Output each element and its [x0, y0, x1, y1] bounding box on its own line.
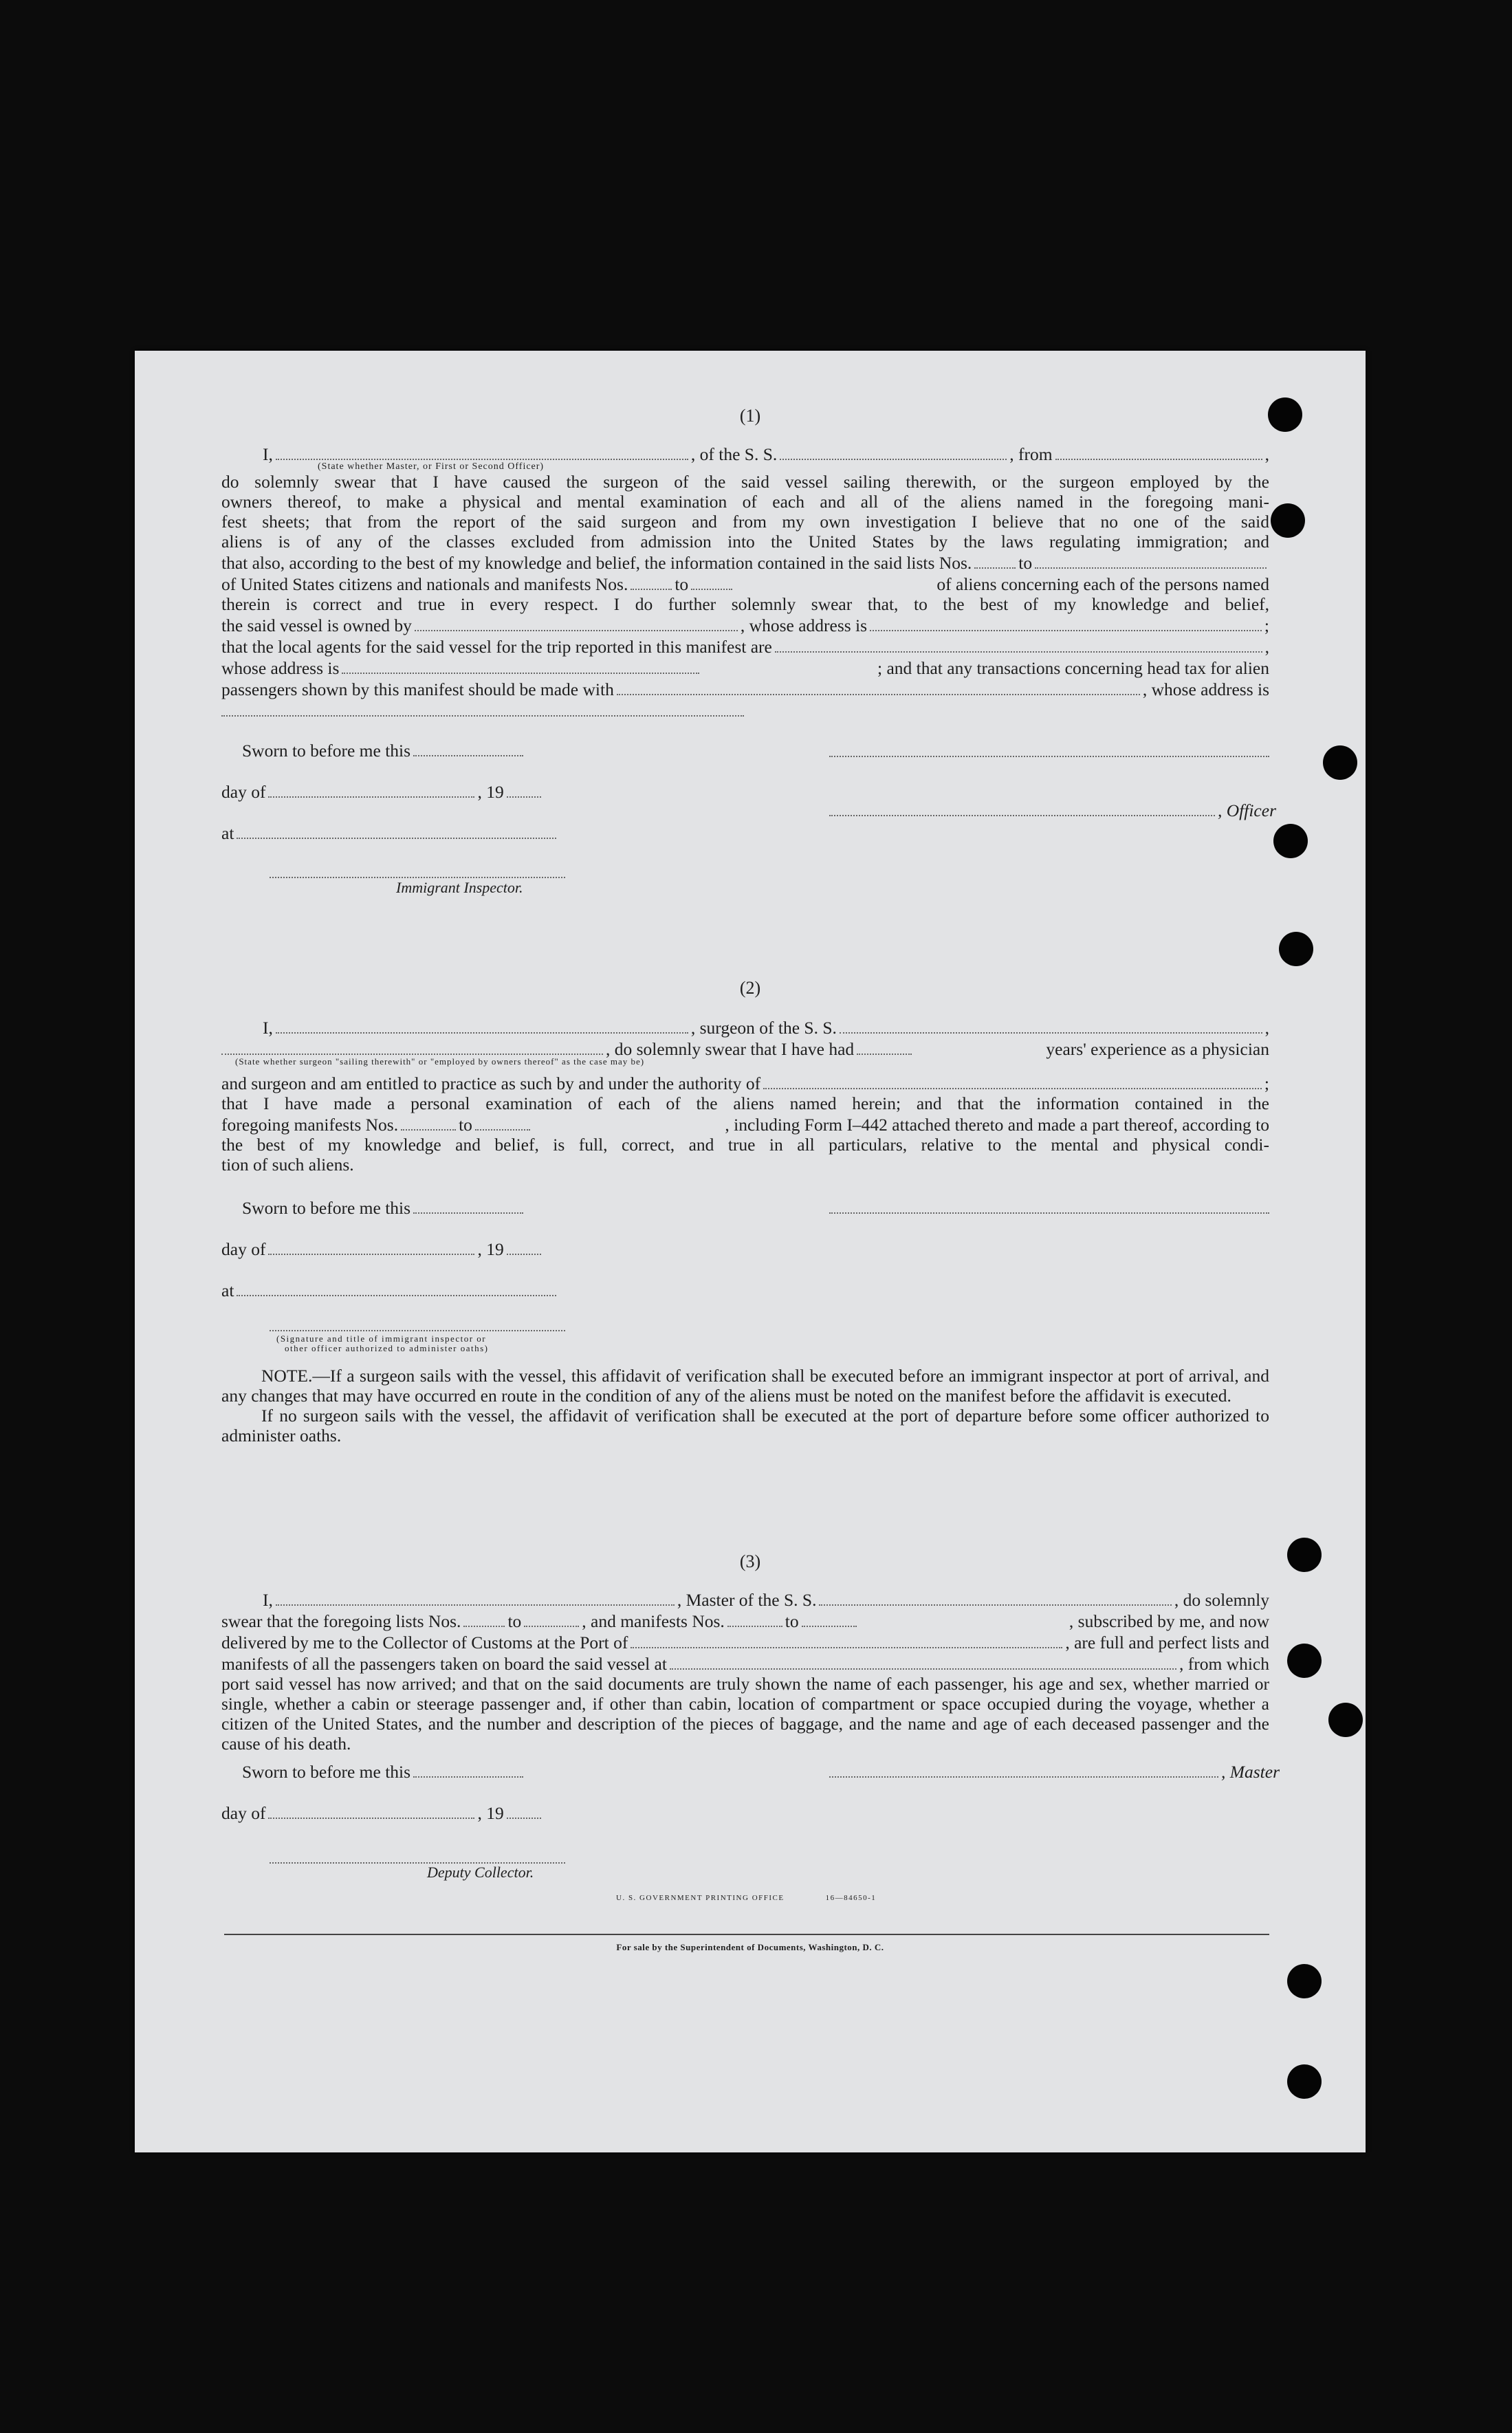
blank-vessel-name: [840, 1016, 1262, 1034]
blank-officer-name: [276, 443, 688, 460]
s2-line: foregoing manifests Nos.: [221, 1114, 399, 1135]
blank-manifest-to: [691, 573, 732, 590]
s1-line: passengers shown by this manifest should be made with: [221, 679, 614, 699]
officer-caption: (State whether Master, or First or Second Officer): [318, 461, 545, 472]
blank-list-from: [463, 1610, 505, 1627]
inspector-signature-line: [270, 877, 565, 878]
footer-rule: [224, 1934, 1269, 1935]
s1-line: fest sheets; that from the report of the said surgeon and from my own investigation I believe that no one of the said: [221, 511, 1269, 532]
s3-line: , from which: [1179, 1653, 1269, 1674]
officer-signature-line: [829, 756, 1269, 757]
s2-line: tion of such aliens.: [221, 1154, 354, 1175]
s1-comma: ,: [1264, 444, 1269, 464]
signature-caption-line: other officer authorized to administer oaths): [285, 1343, 489, 1353]
s1-line: of United States citizens and nationals and manifests Nos.: [221, 574, 628, 594]
signature-caption-line: (Signature and title of immigrant inspector or: [276, 1333, 487, 1344]
for-sale-notice: For sale by the Superintendent of Documents, Washington, D. C.: [616, 1942, 884, 1952]
inspector-label: Immigrant Inspector.: [396, 879, 523, 896]
blank-vessel-name: [780, 443, 1007, 460]
s1-semicolon: ;: [1264, 615, 1269, 635]
surgeon-caption: (State whether surgeon "sailing therewith" or "employed by owners thereof" as the case may be): [235, 1056, 645, 1067]
blank-master-name: [276, 1589, 675, 1606]
s3-sworn: Sworn to before me this: [242, 1761, 411, 1782]
s3-to: to: [507, 1611, 522, 1631]
blank-port-from: [1055, 443, 1262, 460]
s1-line: ; and that any transactions concerning head tax for alien: [877, 657, 1269, 678]
blank-years: [857, 1038, 912, 1055]
section-3-body: [221, 1589, 1269, 1754]
blank-surgeon-name: [276, 1016, 688, 1034]
blank-owner-address: [870, 614, 1262, 631]
officer-signature: [829, 799, 1276, 821]
s3-line: swear that the foregoing lists Nos.: [221, 1611, 461, 1631]
s1-line: whose address is: [221, 657, 340, 678]
s2-surgeon-of: , surgeon of the S. S.: [690, 1017, 837, 1038]
s1-at: at: [221, 822, 234, 843]
note-paragraph: NOTE.—If a surgeon sails with the vessel, this affidavit of verification shall be executed before an immigrant inspector at port of arrival, and any changes that may have occurred en route in the condition of any of the aliens must be noted on the manifest before the affidavit is executed.: [221, 1366, 1269, 1406]
s2-year: , 19: [477, 1239, 504, 1259]
section-1-body: [221, 443, 1269, 717]
blank-list-from: [974, 552, 1016, 569]
s1-line: , whose address is: [1142, 679, 1269, 699]
section-2-note: [221, 1366, 1269, 1445]
s3-line: manifests of all the passengers taken on board the said vessel at: [221, 1653, 667, 1674]
blank-authority: [763, 1072, 1262, 1089]
blank-head-tax-party: [617, 678, 1140, 695]
s2-line: and surgeon and am entitled to practice as such by and under the authority of: [221, 1073, 761, 1093]
blank-month: [268, 1802, 474, 1819]
s2-line: , do solemnly swear that I have had: [606, 1038, 855, 1059]
s2-day-of: day of: [221, 1239, 266, 1259]
blank-agents: [775, 635, 1262, 653]
blank-manifest-to: [475, 1113, 530, 1131]
blank-year: [507, 1238, 541, 1255]
blank-manifest-to: [802, 1610, 857, 1627]
s3-master-of: , Master of the S. S.: [677, 1589, 817, 1610]
inspector-signature-line: [270, 1330, 565, 1331]
form-number: 16—84650-1: [825, 1894, 877, 1902]
s2-i: I,: [263, 1017, 273, 1038]
blank-list-to: [1035, 552, 1267, 569]
s1-sworn: Sworn to before me this: [242, 740, 411, 761]
s1-line: the said vessel is owned by: [221, 615, 412, 635]
s1-line: that the local agents for the said vessel for the trip reported in this manifest are: [221, 636, 772, 657]
s1-comma: ,: [1264, 636, 1269, 657]
s2-semicolon: ;: [1264, 1073, 1269, 1093]
blank-year: [507, 1802, 541, 1819]
signature-caption: [276, 1334, 489, 1353]
s3-to: to: [785, 1611, 799, 1631]
blank-list-to: [524, 1610, 579, 1627]
s2-line: years' experience as a physician: [1046, 1038, 1269, 1059]
s3-paragraph: port said vessel has now arrived; and that on the said documents are truly shown the name of each passenger, his age and sex, whether married or single, whether a cabin or steerage passenger and, if other than cabin, location of compartment or space occupied during the voyage, whether a citizen of the United States, and the number and description of the pieces of baggage, and the name and age of each deceased passenger and the cause of his death.: [221, 1673, 1269, 1754]
blank-sworn-day: [413, 739, 523, 756]
s1-line: therein is correct and true in every respect. I do further solemnly swear that, to the best of my knowledge and belief,: [221, 593, 1269, 614]
s3-line: , subscribed by me, and now: [1069, 1611, 1269, 1631]
s1-to: to: [675, 574, 689, 594]
blank-surgeon-status: [221, 1038, 603, 1055]
s3-line: delivered by me to the Collector of Customs at the Port of: [221, 1632, 628, 1652]
s1-line: owners thereof, to make a physical and mental examination of each and all of the aliens named in the foregoing mani-: [221, 491, 1269, 512]
s1-year: , 19: [477, 781, 504, 802]
s2-line: that I have made a personal examination of each of the aliens named herein; and that the information contained in the: [221, 1093, 1269, 1113]
blank-month: [268, 781, 474, 798]
s3-day-of: day of: [221, 1802, 266, 1823]
s1-line: of aliens concerning each of the persons named: [936, 574, 1269, 594]
s1-line: aliens is of any of the classes excluded from admission into the United States by the laws regulating immigration; and: [221, 531, 1269, 552]
blank-year: [507, 781, 541, 798]
blank-place: [237, 1279, 556, 1296]
s2-at: at: [221, 1280, 234, 1300]
blank-place: [237, 822, 556, 839]
section-2-heading: (2): [739, 978, 761, 998]
blank-sworn-day: [413, 1760, 523, 1778]
s3-do-solemnly: , do solemnly: [1174, 1589, 1269, 1610]
blank-port: [631, 1631, 1062, 1648]
blank-embark-port: [670, 1652, 1176, 1670]
s1-jurat: [221, 739, 716, 843]
printing-office-imprint: [616, 1894, 876, 1902]
blank-head-tax-address: [221, 699, 744, 717]
s3-line: , and manifests Nos.: [582, 1611, 725, 1631]
s2-jurat: [221, 1197, 716, 1300]
s3-jurat: [221, 1760, 716, 1823]
blank-owner: [415, 614, 738, 631]
s1-day-of: day of: [221, 781, 266, 802]
officer-label: , Officer: [1218, 800, 1276, 820]
blank-vessel-name: [819, 1589, 1171, 1606]
printing-office-label: U. S. GOVERNMENT PRINTING OFFICE: [616, 1894, 785, 1902]
surgeon-signature-line: [829, 1212, 1269, 1214]
blank-manifest-from: [727, 1610, 782, 1627]
note-paragraph: If no surgeon sails with the vessel, the affidavit of verification shall be executed at the port of departure before some officer authorized to administer oaths.: [221, 1406, 1269, 1445]
s2-to: to: [459, 1114, 472, 1135]
s1-of-ss: , of the S. S.: [690, 444, 778, 464]
s3-line: , are full and perfect lists and: [1065, 1632, 1269, 1652]
deputy-label: Deputy Collector.: [427, 1864, 534, 1881]
s3-year: , 19: [477, 1802, 504, 1823]
s1-from: , from: [1009, 444, 1053, 464]
s2-comma: ,: [1264, 1017, 1269, 1038]
s1-line: , whose address is: [740, 615, 868, 635]
s1-i: I,: [263, 444, 273, 464]
master-signature: [829, 1760, 1280, 1782]
s2-line: , including Form I–442 attached thereto and made a part thereof, according to: [725, 1114, 1269, 1135]
s2-line: the best of my knowledge and belief, is full, correct, and true in all particulars, relative to the mental and physical condi-: [221, 1134, 1269, 1155]
section-2-body: [221, 1016, 1269, 1175]
s1-to: to: [1018, 552, 1033, 573]
blank-month: [268, 1238, 474, 1255]
s3-i: I,: [263, 1589, 273, 1610]
manifest-affidavit-sheet: [135, 351, 1366, 2152]
master-signature-line: [829, 1760, 1218, 1778]
officer-signature-line: [829, 799, 1215, 816]
master-label: , Master: [1221, 1761, 1280, 1782]
blank-manifest-from: [401, 1113, 456, 1131]
s2-sworn: Sworn to before me this: [242, 1197, 411, 1218]
blank-agents-address: [342, 657, 699, 674]
blank-sworn-day: [413, 1197, 523, 1214]
section-1-heading: (1): [739, 406, 761, 426]
blank-manifest-from: [631, 573, 672, 590]
s1-line: do solemnly swear that I have caused the surgeon of the said vessel sailing therewith, or the surgeon employed by the: [221, 471, 1269, 492]
s1-line: that also, according to the best of my knowledge and belief, the information contained in the said lists Nos.: [221, 552, 972, 573]
section-3-heading: (3): [739, 1551, 761, 1571]
